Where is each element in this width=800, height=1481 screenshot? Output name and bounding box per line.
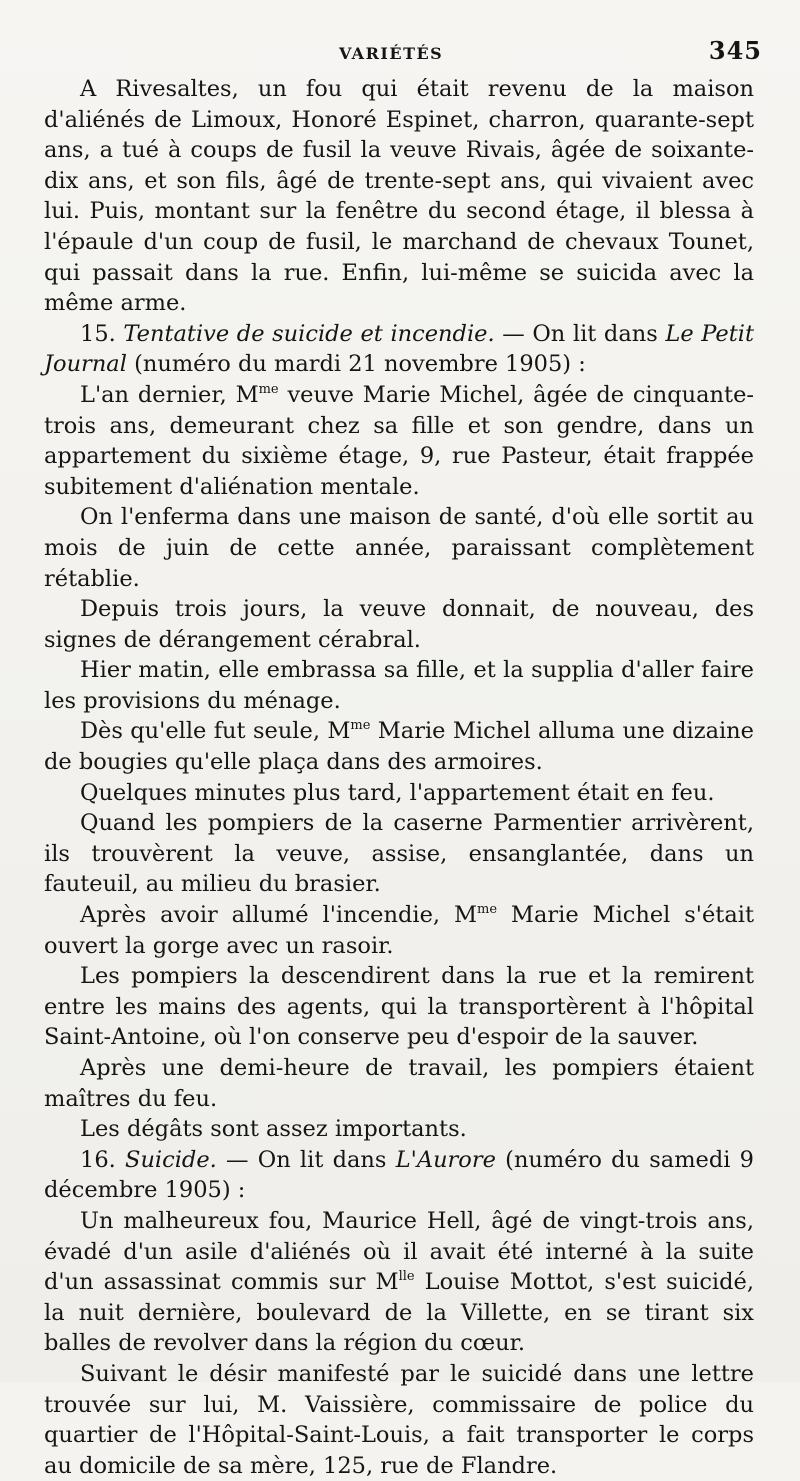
issue-date: (numéro du mardi 21 novembre 1905) : [126, 351, 586, 378]
newspaper-title: L'Aurore [395, 1146, 496, 1173]
paragraph-text: Quand les pompiers de la caserne Parmentier arrivèrent, ils trouvèrent la veuve, assise, ensanglantée, dans un fauteuil, au milieu du brasier. [44, 810, 754, 898]
superscript: me [258, 381, 279, 397]
text-run: Un malheureux fou, Maurice Hell, âgé de vingt-trois ans, évadé d'un asile d'aliénés où il avait été interné à la suite d'un assassinat commis sur M [44, 1207, 754, 1296]
paragraph-text: Les pompiers la descendirent dans la rue et la remirent entre les mains des agents, qui la transportèrent à l'hôpital Saint-Antoine, où l'on conserve peu d'espoir de la sauver. [44, 963, 754, 1051]
source-intro: — On lit dans [494, 320, 666, 347]
superscript: me [350, 718, 371, 734]
running-title: VARIÉTÉS [339, 44, 444, 63]
section-number: 15. [80, 320, 116, 347]
paragraph-text [44, 380, 754, 502]
paragraph-text: Hier matin, elle embrassa sa fille, et la supplia d'aller faire les provisions du ménage. [44, 657, 754, 714]
paragraph-text: Quelques minutes plus tard, l'appartement était en feu. [80, 779, 715, 806]
page-number: 345 [708, 36, 762, 65]
page-header [0, 38, 800, 70]
issue-date: (numéro du samedi 9 décembre 1905) : [44, 1146, 754, 1204]
paragraph-text [44, 716, 754, 777]
section-15-heading [44, 319, 754, 380]
text-run: Louise Mottot, s'est suicidé, la nuit dernière, boulevard de la Villette, en se tirant six balles de revolver dans la région du cœur. [44, 1269, 754, 1357]
paragraph-text [44, 1206, 754, 1359]
paragraph-text [44, 900, 754, 961]
paragraph-rivesaltes: A Rivesaltes, un fou qui était revenu de la maison d'aliénés de Limoux, Honoré Espinet, charron, quarante-sept ans, a tué à coups de fusil la veuve Rivais, âgée de soixante-dix ans, et son fils, âgé de trente-sept ans, qui vivaient avec lui. Puis, montant sur la fenêtre du second étage, il blessa à l'épaule d'un coup de fusil, le marchand de chevaux Tounet, qui passait dans la rue. Enfin, lui-même se suicida avec la même arme. [44, 76, 754, 317]
text-run: Marie Michel alluma une dizaine de bougies qu'elle plaça dans des armoires. [44, 718, 754, 776]
paragraph-text: Après une demi-heure de travail, les pompiers étaient maîtres du feu. [44, 1055, 754, 1112]
text-run: Marie Michel s'était ouvert la gorge avec un rasoir. [44, 902, 755, 959]
paragraph-text: On l'enferma dans une maison de santé, d'où elle sortit au mois de juin de cette année, paraissant complètement rétablie. [44, 504, 754, 592]
superscript: me [477, 902, 498, 918]
newspaper-title: Le Petit Journal [44, 320, 754, 378]
source-intro: — On lit dans [216, 1146, 396, 1173]
text-run: Dès qu'elle fut seule, M [80, 718, 351, 745]
text-run: L'an dernier, M [80, 381, 259, 408]
section-16-heading [44, 1145, 754, 1206]
section-title: Suicide. [125, 1146, 217, 1173]
section-title: Tentative de suicide et incendie. [123, 320, 495, 347]
text-run: Après avoir allumé l'incendie, M [80, 902, 477, 929]
paragraph-text: Depuis trois jours, la veuve donnait, de nouveau, des signes de dérangement cérabral. [44, 596, 754, 653]
body-text [44, 74, 754, 1481]
paragraph-text: Suivant le désir manifesté par le suicidé dans une lettre trouvée sur lui, M. Vaissière, commissaire de police du quartier de l'Hôpital-Saint-Louis, a fait transporter le corps au domicile de sa mère, 125, rue de Flandre. [44, 1360, 754, 1479]
section-number: 16. [80, 1146, 116, 1173]
superscript: lle [398, 1269, 415, 1285]
paragraph-text: Les dégâts sont assez importants. [80, 1116, 467, 1143]
text-run: veuve Marie Michel, âgée de cinquante-trois ans, demeurant chez sa fille et son gendre, dans un appartement du sixième étage, 9, rue Pasteur, était frappée subitement d'aliénation mentale. [44, 381, 754, 500]
